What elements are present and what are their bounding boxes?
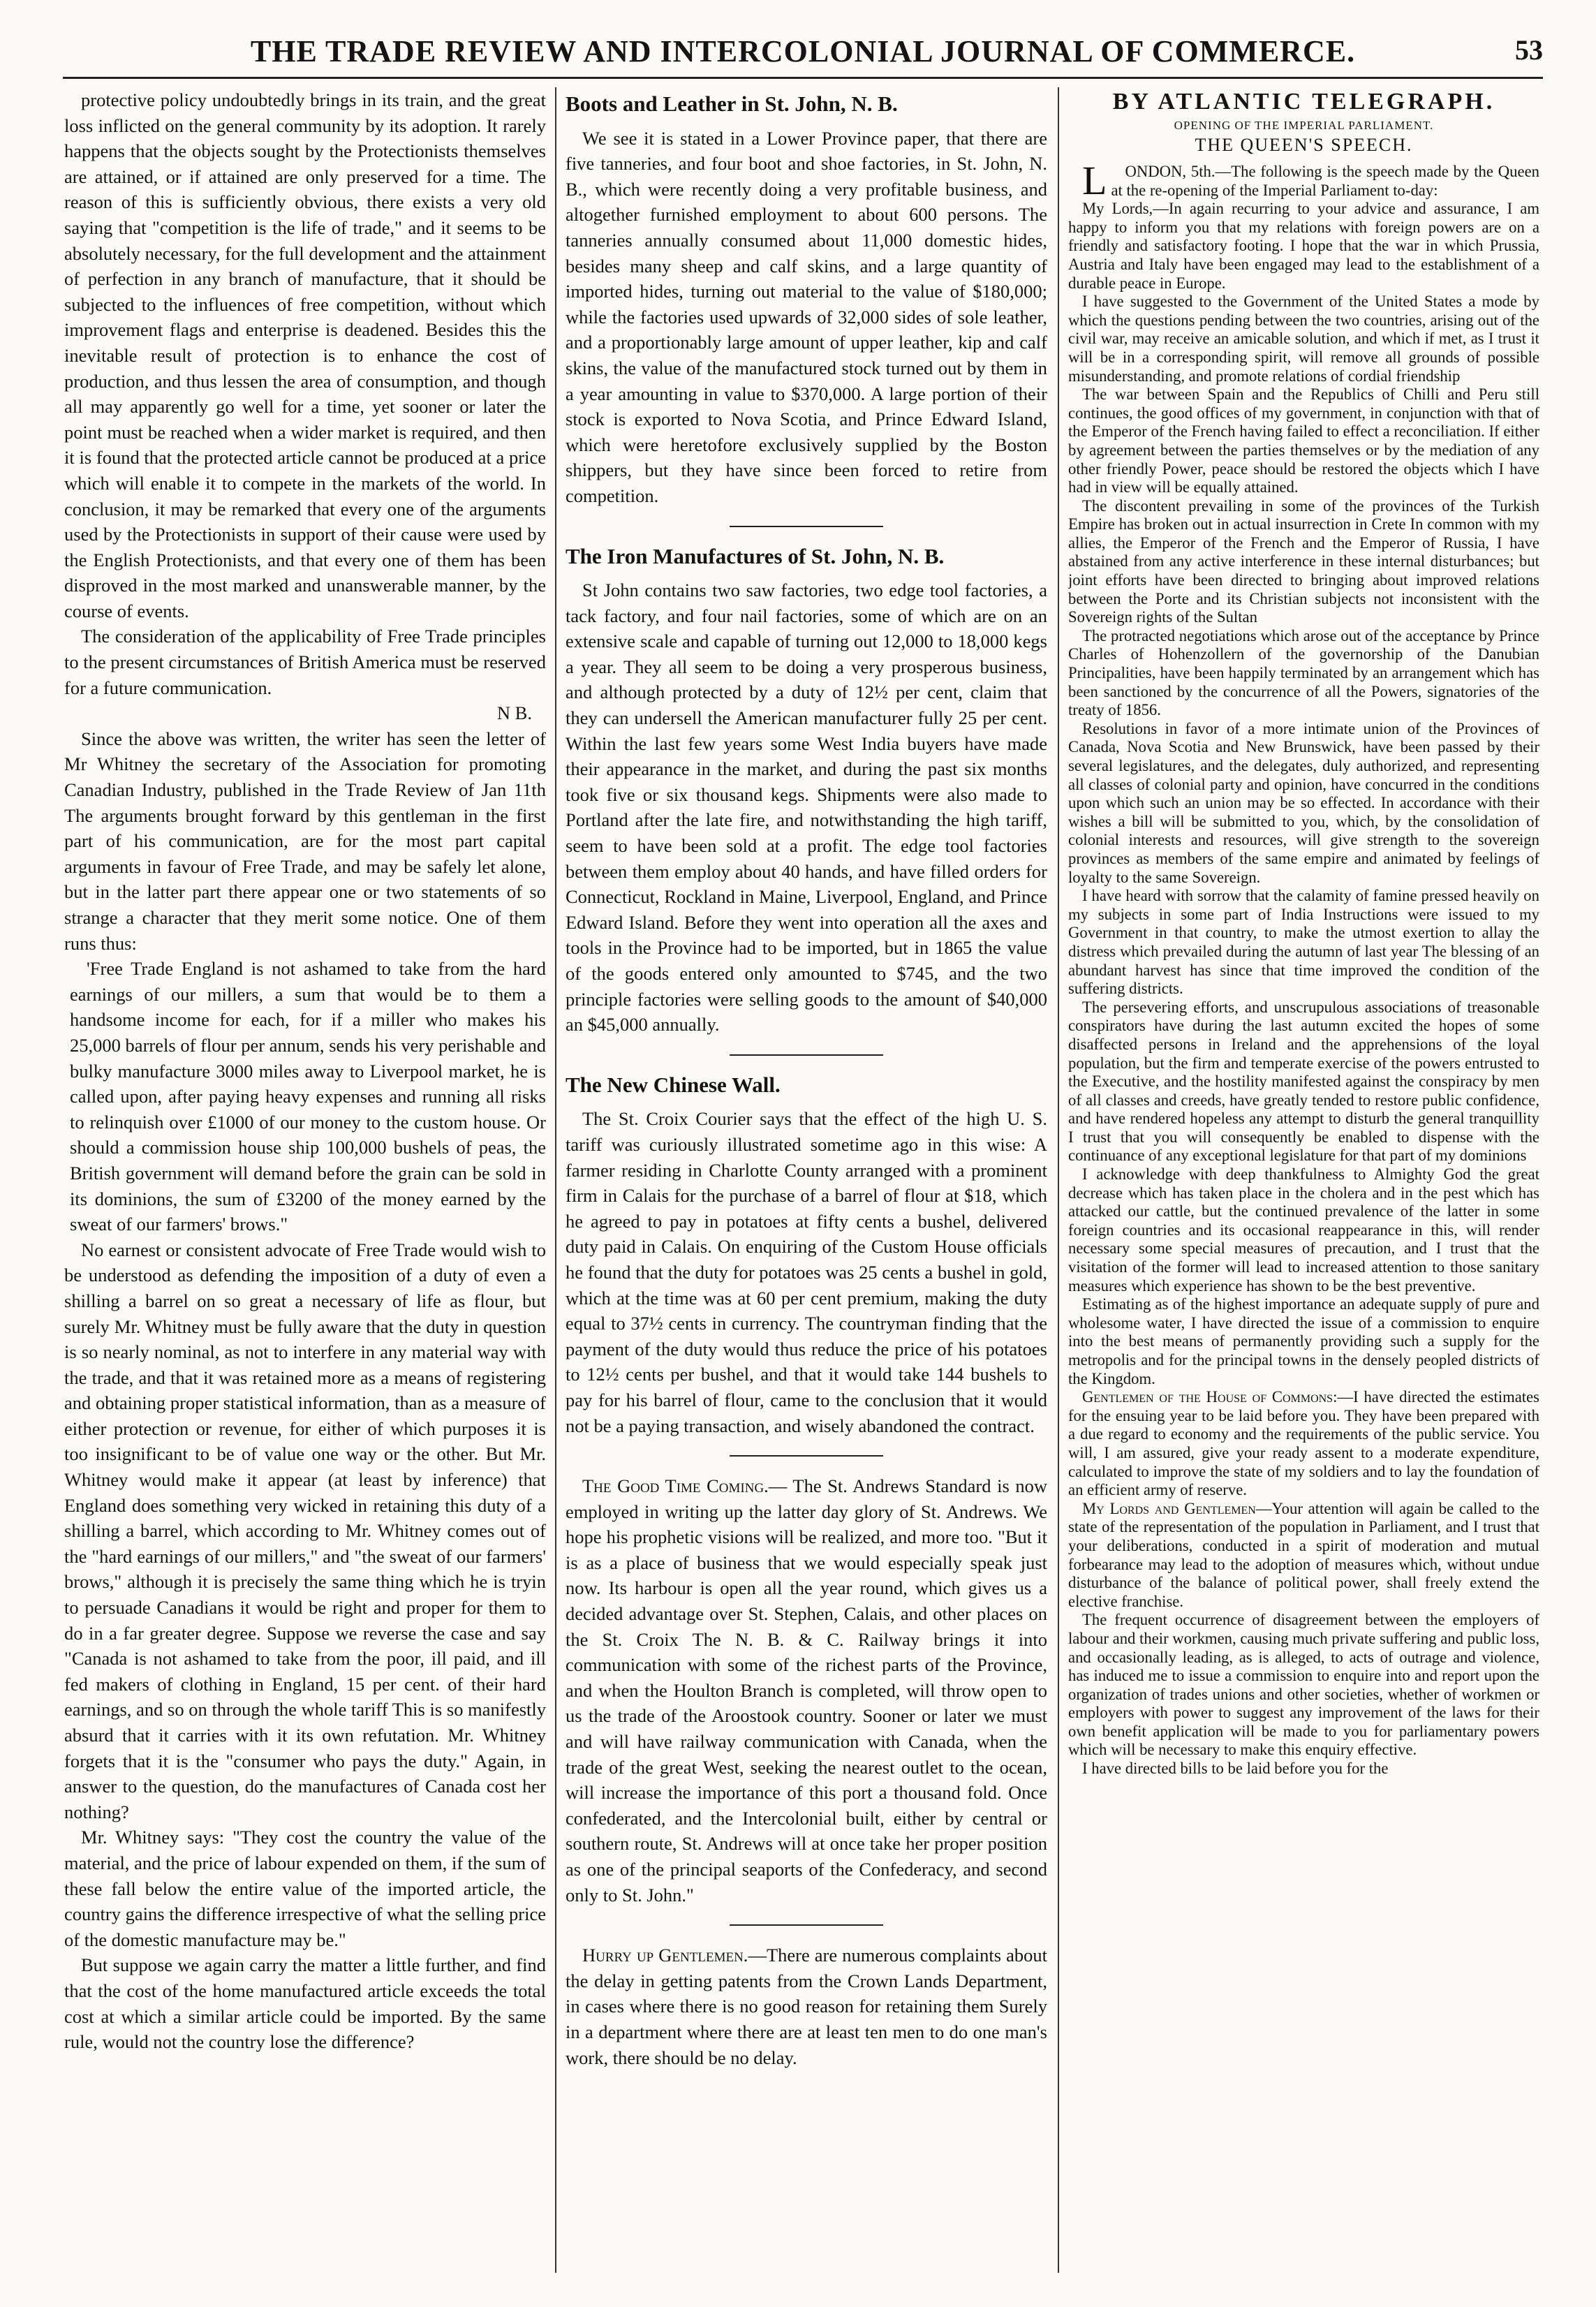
page-header [63,28,1543,79]
article-paragraph: Since the above was written, the writer has seen the letter of Mr Whitney the secretary of the Association for promoting Canadian Industry, published in the Trade Review of Jan 11th The arguments brought forward by this gentleman in the first part of his communication, are for the most part capital arguments in favour of Free Trade, and may be safely let alone, but in the latter part there appear one or two statements of so strange a character that they merit some notice. One of them runs thus: [64,728,546,954]
article-paragraph: But suppose we again carry the matter a little further, and find that the cost of the home manufactured article exceeds the total cost at which a similar article could be imported. By the same rule, would not the country lose the difference? [64,1954,546,2053]
article-heading-iron-manufactures: The Iron Manufactures of St. John, N. B. [566,543,945,568]
article-paragraph: protective policy undoubtedly brings in its train, and the great loss inflicted on the general community by its adoption. It rarely happens that the objects sought by the Protectionists themselves are attained, or if attained are only preserved for a time. The reason of this is sufficiently obvious, there exists a very old saying that "competition is the life of trade," and it seems to be absolutely necessary, for the full development and the attainment of perfection in any branch of manufacture, that it should be subjected to the influences of free competition, without which improvement flags and enterprise is deadened. Besides this the inevitable result of protection is to enhance the cost of production, and thus lessen the area of consumption, and though all may apparently go well for a time, yet sooner or later the point must be reached when a wider market is required, and then it is found that the protected article cannot be produced at a price which will enable it to compete in the markets of the world. In conclusion, it may be remarked that every one of the arguments used by the Protectionists in support of their cause were used by the English Protectionists, and that every one of them has been disproved in the most marked and unanswerable manner, by the course of events. [64,89,546,621]
article-paragraph: I have heard with sorrow that the calamity of famine pressed heavily on my subjects in some part of India Instructions were issued to my Government in that country, to make the utmost exertion to allay the distress which prevailed during the autumn of last year The blessing of an abundant harvest has since that time improved the condition of the suffering districts. [1068,887,1539,998]
paragraph-body: —There are numerous complaints about the delay in getting patents from the Crown Lands Department, in cases where there is no good reason for retaining them Surely in a department where there are at least ten men to do one man's work, there should be no delay. [566,1945,1047,2068]
paragraph-lead: Hurry up Gentlemen. [582,1945,748,1966]
article-paragraph: Resolutions in favor of a more intimate union of the Provinces of Canada, Nova Scotia and New Brunswick, have been passed by their several legislatures, and the delegates, duly authorized, and representing all classes of colonial party and opinion, have concurred in the conditions upon which such an union may be so effected. In accordance with their wishes a bill will be submitted to you, which, by the consolidation of colonial interests and resources, will give strength to the sovereign provinces as members of the same empire and animated by feelings of loyalty to the same Sovereign. [1068,719,1539,886]
page-number: 53 [1515,34,1543,66]
column-three [1068,87,1539,2273]
author-signature: N B. [496,702,532,724]
paragraph-body: :—I have directed the estimates for the ensuing year to be laid before you. They have been prepared with a due regard to economy and the requirements of the public service. You will, I am assured, give your ready assent to a moderate expenditure, calculated to improve the state of my soldiers and to lay the foundation of an efficient army of reserve. [1068,1388,1539,1499]
section-subheading: OPENING OF THE IMPERIAL PARLIAMENT. [1174,119,1434,132]
journal-title: THE TRADE REVIEW AND INTERCOLONIAL JOURNAL OF COMMERCE. [250,34,1356,68]
paragraph-lead: Gentlemen of the House of Commons [1082,1388,1333,1406]
article-separator [730,1455,883,1457]
article-paragraph: I have directed bills to be laid before you for the [1082,1760,1389,1778]
article-separator [730,1054,883,1056]
paragraph-body: — The St. Andrews Standard is now employed in writing up the latter day glory of St. Andrews. We hope his prophetic visions will be realized, and more too. "But it is as a place of business that we would especially speak just now. Its harbour is open all the year round, which gives us a decided advantage over St. Stephen, Calais, and other places on the St. Croix The N. B. & C. Railway brings it into communication with some of the richest parts of the Province, and when the Houlton Branch is completed, will throw open to us the trade of the Aroostook country. Sooner or later we must and will have railway communication with Canada, when the trade of the great West, seeking the nearest outlet to the ocean, will increase the importance of this port a thousand fold. Once confederated, and the Intercolonial built, either by central or southern route, St. Andrews will at once take her proper position as one of the principal seaports of the Confederacy, and second only to St. John." [566,1475,1047,1906]
article-paragraph: I acknowledge with deep thankfulness to Almighty God the great decrease which has taken place in the cholera and in the pest which has attacked our cattle, but the continued prevalence of the latter in some foreign countries and its occasional reappearance in this, will render necessary some special measures of precaution, and I trust that the visitation of the former will lead to increased attention to those sanitary measures which experience has shown to be the best preventive. [1068,1165,1539,1295]
article-separator [730,1924,883,1926]
article-separator [730,526,883,527]
article-paragraph [566,1943,1047,2070]
article-paragraph [566,1473,1047,1908]
column-rule-left [555,87,556,2273]
article-paragraph: The war between Spain and the Republics of Chilli and Peru still continues, the good offices of my government, in conjunction with that of the Emperor of the French having failed to effect a reconciliation. If either by agreement between the parties themselves or by the mediation of any other friendly Power, peace should be restored the objects which I have had in view will be equally attained. [1068,385,1539,496]
article-paragraph: Mr. Whitney says: "They cost the country the value of the material, and the price of labour expended on them, if the sum of these fall below the entire value of the imported article, the country gains the difference irrespective of what the selling price of the domestic manufacture may be." [64,1827,546,1950]
article-paragraph: We see it is stated in a Lower Province paper, that there are five tanneries, and four boot and shoe factories, in St. John, N. B., which were recently doing a very profitable business, and altogether furnished employment to about 600 persons. The tanneries annually consumed about 11,000 domestic hides, besides many sheep and calf skins, and a large quantity of imported hides, turning out material to the value of $180,000; while the factories used upwards of 32,000 sides of sole leather, and a proportionably large amount of upper leather, kip and calf skins, the value of the manufactured stock turned out by them in a year amounting in value to $370,000. A large portion of their stock is exported to Nova Scotia, and Prince Edward Island, which were heretofore exclusively supplied by the Boston shippers, but they have since been forced to retire from competition. [566,127,1047,506]
article-paragraph [1068,1388,1539,1500]
article-paragraph: The St. Croix Courier says that the effect of the high U. S. tariff was curiously illustrated sometime ago in this wise: A farmer residing in Charlotte County arranged with a prominent firm in Calais for the purchase of a barrel of flour at $18, which he agreed to pay in potatoes at fifty cents a bushel, delivered duty paid in Calais. On enquiring of the Custom House officials he found that the duty for potatoes was 25 cents a bushel in gold, which at the time was at 60 per cent premium, making the duty equal to 37½ cents in currency. The countryman finding that the payment of the duty would thus reduce the price of his potatoes to 12½ cents per bushel, and that it would take 144 bushels to pay for his barrel of flour, came to the conclusion that it would not be a paying transaction, and wisely abandoned the contract. [566,1108,1047,1436]
article-paragraph: St John contains two saw factories, two edge tool factories, a tack factory, and four nail factories, some of which are on an extensive scale and capable of turning out 12,000 to 18,000 kegs a year. They all seem to be doing a very prosperous business, and although protected by a duty of 12½ per cent, claim that they can undersell the American manufacturer fully 25 per cent. Within the last few years some West India buyers have made their appearance in the market, and during the past six months took five or six thousand kegs. Shipments were also made to Portland after the late fire, and notwithstanding the high tariff, seem to have been sold at a profit. The edge tool factories between them employ about 40 hands, and have filled orders for Connecticut, Rockland in Maine, Liverpool, England, and Prince Edward Island. Before they went into operation all the axes and tools in the Province had to be imported, but in 1865 the value of the goods entered only amounted to $745, and the two principle factories were selling goods to the amount of $40,000 an $45,000 annually. [566,580,1047,1035]
article-paragraph: The protracted negotiations which arose out of the acceptance by Prince Charles of Hohenzollern of the governorship of the Danubian Principalities, have been happily terminated by an arrangement which has been sanctioned by the concurrence of all the Powers, signatories of the treaty of 1856. [1068,626,1539,719]
article-paragraph: My Lords,—In again recurring to your advice and assurance, I am happy to inform you that my relations with foreign powers are on a friendly and satisfactory footing. I hope that the war in which Prussia, Austria and Italy have been engaged may lead to the establishment of a durable peace in Europe. [1068,200,1539,292]
article-heading-boots-leather: Boots and Leather in St. John, N. B. [566,91,898,116]
article-paragraph: No earnest or consistent advocate of Free Trade would wish to be understood as defending the imposition of a duty of even a shilling a barrel on so great a necessary of life as flour, but surely Mr. Whitney must be fully aware that the duty in question is so nearly nominal, as not to interfere in any material way with the trade, and that it was retained more as a means of registering and obtaining proper statistical information, than as a measure of either protection or revenue, for either of which purposes it is too insignificant to be of value one way or the other. But Mr. Whitney would make it appear (at least by inference) that England does something very wicked in retaining this duty of a shilling a barrel, which according to Mr. Whitney comes out of the "hard earnings of our millers," and "the sweat of our farmers' brows," although it is precisely the same thing which he is tryin to persuade Canadians it would be right and proper for them to do in a far greater degree. Suppose we reverse the case and say "Canada is not ashamed to take from the poor, ill paid, and ill fed makers of clothing in England, 15 per cent. of their hard earnings, and so on through the whole tariff This is so manifestly absurd that it carries with it its own refutation. Mr. Whitney forgets that it is the "consumer who pays the duty." Again, in answer to the question, do the manufactures of Canada cost her nothing? [64,1239,546,1822]
article-paragraph: The frequent occurrence of disagreement between the employers of labour and their workmen, causing much private suffering and public loss, and occasionally leading, as is alleged, to acts of outrage and violence, has induced me to issue a commission to enquire into and report upon the organization of trades unions and other societies, whether of workmen or employers with power to suggest any improvement of the laws for their own benefit application will be made to you for parliamentary powers which will be necessary to make this enquiry effective. [1068,1611,1539,1759]
article-paragraph: The persevering efforts, and unscrupulous associations of treasonable conspirators have during the last autumn excited the hopes of some disaffected persons in Ireland and the apprehensions of the loyal population, but the firm and temperate exercise of the powers entrusted to the Executive, and the hostility manifested against the conspiracy by men of all classes and creeds, have greatly tended to restore public confidence, and have rendered hopeless any attempt to disturb the general tranquillity I trust that you will consequently be enabled to dispense with the continuance of any exceptional legislature for that part of my dominions [1068,998,1539,1165]
paragraph-body: —Your attention will again be called to the state of the representation of the population in Parliament, and I trust that your deliberations, conducted in a spirit of moderation and mutual forbearance may lead to the adoption of measures which, without undue disturbance of the balance of political power, shall freely extend the elective franchise. [1068,1499,1539,1610]
column-one [64,87,546,2273]
article-paragraph: LONDON, 5th.—The following is the speech made by the Queen at the re-opening of the Imperial Parliament to-day: [1082,158,1539,203]
article-paragraph [1068,1500,1539,1612]
quoted-passage: 'Free Trade England is not ashamed to take from the hard earnings of our millers, a sum that would be to them a handsome income for each, for if a miller who makes his 25,000 barrels of flour per annum, sends his very perishable and bulky manufacture 3000 miles away to Liverpool market, he is called upon, after paying heavy expenses and running all risks to relinquish over £1000 of our money to the custom house. Or should a commission house ship 100,000 bushels of peas, the British government will demand before the grain can be sold in its dominions, the sum of £3200 of the money earned by the sweat of our farmers' brows." [70,958,546,1235]
article-paragraph: I have suggested to the Government of the United States a mode by which the questions pending between the two countries, arising out of the civil war, may receive an amicable solution, and which if met, as I trust it will be in a corresponding spirit, will remove all grounds of possible misunderstanding, and promote relations of cordial friendship [1068,293,1539,385]
paragraph-lead: My Lords and Gentlemen [1082,1499,1256,1517]
article-heading-chinese-wall: The New Chinese Wall. [566,1072,781,1097]
article-paragraph: Estimating as of the highest importance an adequate supply of pure and wholesome water, I have directed the issue of a commission to enquire into the best means of permanently providing such a supply for the metropolis and for the principal towns in the densely peopled districts of the Kingdom. [1068,1295,1539,1387]
article-paragraph: The consideration of the applicability of Free Trade principles to the present circumstances of British America must be reserved for a future communication. [64,626,546,698]
paragraph-lead: The Good Time Coming. [582,1475,769,1497]
section-heading-telegraph: BY ATLANTIC TELEGRAPH. [1112,89,1495,115]
article-paragraph: The discontent prevailing in some of the provinces of the Turkish Empire has broken out in actual insurrection in Crete In common with my allies, the Emperor of the French and the Emperor of Russia, I have abstained from any active interference in these internal disturbances; but joint efforts have been directed to bringing about improved relations between the Porte and its Christian subjects not inconsistent with the Sovereign rights of the Sultan [1068,496,1539,626]
section-subheading-speech: THE QUEEN'S SPEECH. [1195,135,1413,155]
column-two [566,87,1047,2273]
column-rule-right [1058,87,1059,2273]
